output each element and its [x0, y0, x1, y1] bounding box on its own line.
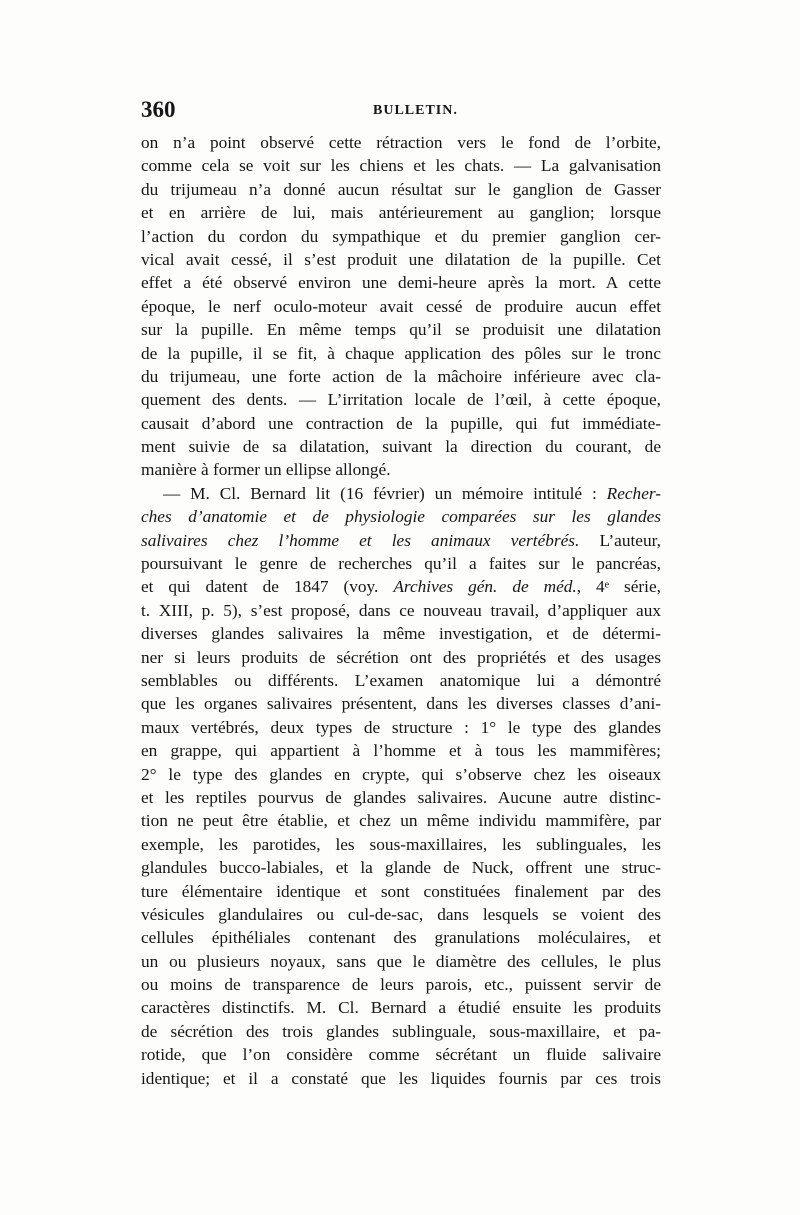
text-segment: ner si leurs produits de sécrétion ont des propriétés et des usages [141, 647, 661, 667]
text-segment: glandules bucco-labiales, et la glande de Nuck, offrent une struc- [141, 858, 661, 878]
text-line [141, 739, 661, 762]
text-segment: effet a été observé environ une demi-heure après la mort. A cette [141, 273, 661, 293]
text-segment: t. XIII, p. 5), s’est proposé, dans ce nouveau travail, d’appliquer aux [141, 600, 661, 620]
text-segment: L’auteur, [579, 530, 661, 550]
text-segment: , 4ᵉ série, [576, 577, 661, 597]
running-title: BULLETIN. [373, 103, 458, 118]
text-line [141, 833, 661, 856]
text-line [141, 880, 661, 903]
text-segment: vical avait cessé, il s’est produit une dilatation de la pupille. Cet [141, 249, 661, 269]
text-segment: cellules épithéliales contenant des granulations moléculaires, et [141, 928, 661, 948]
text-segment: poursuivant le genre de recherches qu’il a faites sur le pancréas, [141, 554, 661, 574]
italic-text: salivaires chez l’homme et les animaux vertébrés. [141, 530, 580, 550]
text-line [141, 1043, 661, 1066]
text-line [141, 809, 661, 832]
text-segment: vésicules glandulaires ou cul-de-sac, dans lesquels se voient des [141, 904, 661, 924]
text-segment: époque, le nerf oculo-moteur avait cessé de produire aucun effet [141, 296, 661, 316]
text-line [141, 996, 661, 1019]
text-segment: et qui datent de 1847 (voy. [141, 577, 394, 597]
text-segment: exemple, les parotides, les sous-maxillaires, les sublinguales, les [141, 834, 661, 854]
text-segment: comme cela se voit sur les chiens et les chats. — La galvanisation [141, 156, 661, 176]
text-line [141, 131, 661, 154]
page-number: 360 [141, 97, 176, 122]
text-line [141, 622, 661, 645]
text-segment: — M. Cl. Bernard lit (16 février) un mémoire intitulé : [163, 483, 607, 503]
text-segment: rotide, que l’on considère comme sécrétant un fluide salivaire [141, 1045, 661, 1065]
text-segment: diverses glandes salivaires la même investigation, et de détermi- [141, 624, 661, 644]
text-line [141, 1067, 661, 1090]
text-segment: identique; et il a constaté que les liquides fournis par ces trois [141, 1068, 661, 1088]
text-segment: sur la pupille. En même temps qu’il se produisit une dilatation [141, 320, 661, 340]
text-line [141, 692, 661, 715]
text-segment: maux vertébrés, deux types de structure : 1° le type des glandes [141, 717, 661, 737]
text-segment: tion ne peut être établie, et chez un même individu mammifère, par [141, 811, 661, 831]
text-line [141, 201, 661, 224]
text-line [141, 903, 661, 926]
text-line [141, 248, 661, 271]
text-line [141, 295, 661, 318]
text-line [141, 926, 661, 949]
text-line [141, 318, 661, 341]
text-segment: que les organes salivaires présentent, dans les diverses classes d’ani- [141, 694, 661, 714]
text-segment: du trijumeau, une forte action de la mâchoire inférieure avec cla- [141, 366, 661, 386]
text-line [141, 599, 661, 622]
text-line [141, 458, 661, 481]
text-line [141, 342, 661, 365]
text-segment: de la pupille, il se fit, à chaque application des pôles sur le tronc [141, 343, 661, 363]
text-line [141, 973, 661, 996]
text-segment: quement des dents. — L’irritation locale de l’œil, à cette époque, [141, 390, 661, 410]
text-line [141, 1020, 661, 1043]
text-line [141, 435, 661, 458]
text-segment: un ou plusieurs noyaux, sans que le diamètre des cellules, le plus [141, 951, 661, 971]
body-text [141, 131, 661, 1090]
text-segment: et en arrière de lui, mais antérieurement au ganglion; lorsque [141, 203, 661, 223]
text-line [141, 482, 661, 505]
text-line [141, 529, 661, 552]
text-segment: en grappe, qui appartient à l’homme et à tous les mammifères; [141, 741, 661, 761]
text-line [141, 365, 661, 388]
text-line [141, 646, 661, 669]
text-line [141, 271, 661, 294]
text-segment: ou moins de transparence de leurs parois, etc., puissent servir de [141, 975, 661, 995]
text-line [141, 669, 661, 692]
text-segment: caractères distinctifs. M. Cl. Bernard a étudié ensuite les produits [141, 998, 661, 1018]
text-segment: manière à former un ellipse allongé. [141, 460, 391, 480]
text-segment: de sécrétion des trois glandes sublinguale, sous-maxillaire, et pa- [141, 1021, 661, 1041]
italic-text: Recher- [606, 483, 661, 503]
text-line [141, 388, 661, 411]
text-line [141, 412, 661, 435]
text-line [141, 178, 661, 201]
text-segment: et les reptiles pourvus de glandes salivaires. Aucune autre distinc- [141, 787, 661, 807]
text-segment: du trijumeau n’a donné aucun résultat sur le ganglion de Gasser [141, 179, 661, 199]
text-line [141, 505, 661, 528]
text-segment: ture élémentaire identique et sont constituées finalement par des [141, 881, 661, 901]
text-segment: 2° le type des glandes en crypte, qui s’observe chez les oiseaux [141, 764, 661, 784]
italic-text: ches d’anatomie et de physiologie comparées sur les glandes [141, 507, 661, 527]
text-line [141, 225, 661, 248]
text-line [141, 763, 661, 786]
text-line [141, 716, 661, 739]
text-segment: ment suivie de sa dilatation, suivant la direction du courant, de [141, 437, 661, 457]
text-segment: l’action du cordon du sympathique et du premier ganglion cer- [141, 226, 661, 246]
text-segment: on n’a point observé cette rétraction vers le fond de l’orbite, [141, 133, 661, 152]
text-line [141, 154, 661, 177]
text-segment: causait d’abord une contraction de la pupille, qui fut immédiate- [141, 413, 661, 433]
italic-text: Archives gén. de méd. [393, 577, 577, 597]
page-header [141, 96, 661, 124]
text-line [141, 552, 661, 575]
text-line [141, 950, 661, 973]
text-line [141, 786, 661, 809]
text-line [141, 575, 661, 598]
text-line [141, 856, 661, 879]
text-segment: semblables ou différents. L’examen anatomique lui a démontré [141, 670, 661, 690]
